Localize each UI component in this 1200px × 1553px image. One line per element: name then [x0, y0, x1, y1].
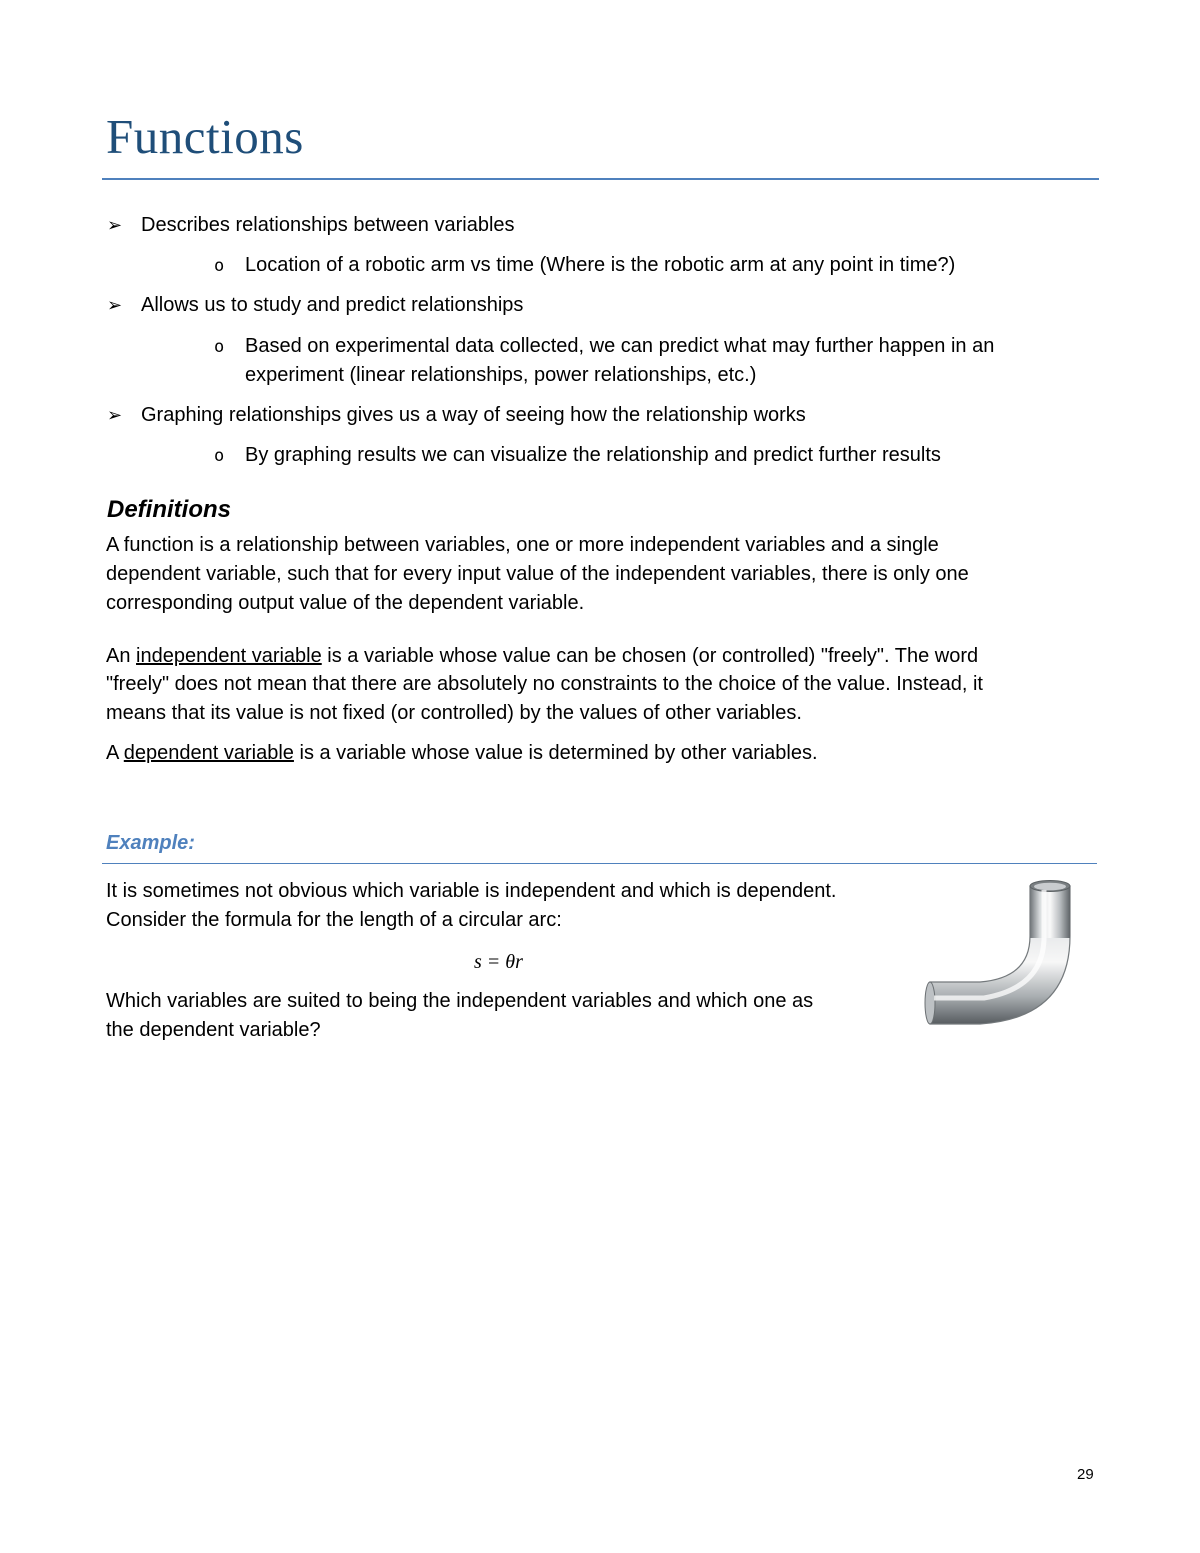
example-intro-line2: Consider the formula for the length of a circular arc: [106, 909, 562, 931]
page-number: 29 [1077, 1466, 1094, 1483]
page-title: Functions [106, 109, 304, 164]
example-heading: Example: [106, 832, 195, 854]
title-divider [102, 178, 1099, 180]
definitions-heading: Definitions [107, 496, 231, 523]
example-question-line2: the dependent variable? [106, 1019, 321, 1041]
bullet-item-graphing: Graphing relationships gives us a way of seeing how the relationship works [141, 404, 806, 426]
bullet-item-describes: Describes relationships between variables [141, 214, 515, 236]
function-definition-line2: dependent variable, such that for every input value of the independent variables, there is only one [106, 563, 969, 585]
bent-pipe-icon [918, 876, 1078, 1028]
independent-definition-line2: "freely" does not mean that there are absolutely no constraints to the choice of the value. Instead, it [106, 673, 983, 695]
function-definition-line3: corresponding output value of the dependent variable. [106, 592, 585, 614]
independent-definition-line1 [106, 642, 978, 671]
independent-definition-rest: is a variable whose value can be chosen (or controlled) "freely". The word [321, 645, 979, 667]
independent-definition-line3: means that its value is not fixed (or controlled) by the values of other variables. [106, 702, 802, 724]
sub-bullet-icon: o [214, 446, 225, 466]
dependent-definition [106, 739, 818, 768]
dependent-prefix: A [106, 742, 124, 764]
independent-prefix: An [106, 645, 137, 667]
sub-bullet-graphing-results: By graphing results we can visualize the relationship and predict further results [245, 444, 941, 466]
sub-bullet-experimental-line2: experiment (linear relationships, power relationships, etc.) [245, 364, 757, 386]
function-definition-line1: A function is a relationship between variables, one or more independent variables and a single [106, 534, 939, 556]
independent-variable-term: independent variable [136, 645, 322, 667]
bullet-arrow-icon: ➢ [107, 295, 123, 315]
sub-bullet-icon: o [214, 337, 225, 357]
example-question-line1: Which variables are suited to being the independent variables and which one as [106, 990, 814, 1012]
example-intro-line1: It is sometimes not obvious which variable is independent and which is dependent. [106, 880, 837, 902]
dependent-variable-term: dependent variable [123, 742, 294, 764]
bullet-arrow-icon: ➢ [107, 405, 123, 425]
dependent-definition-rest: is a variable whose value is determined by other variables. [293, 742, 818, 764]
sub-bullet-icon: o [214, 256, 225, 276]
sub-bullet-robotic-arm: Location of a robotic arm vs time (Where is the robotic arm at any point in time?) [245, 254, 956, 276]
bullet-item-study-predict: Allows us to study and predict relationships [141, 294, 524, 316]
arc-length-formula: s = θr [474, 951, 523, 973]
sub-bullet-experimental-line1: Based on experimental data collected, we can predict what may further happen in an [245, 335, 995, 357]
example-divider [102, 863, 1097, 864]
bullet-arrow-icon: ➢ [107, 215, 123, 235]
